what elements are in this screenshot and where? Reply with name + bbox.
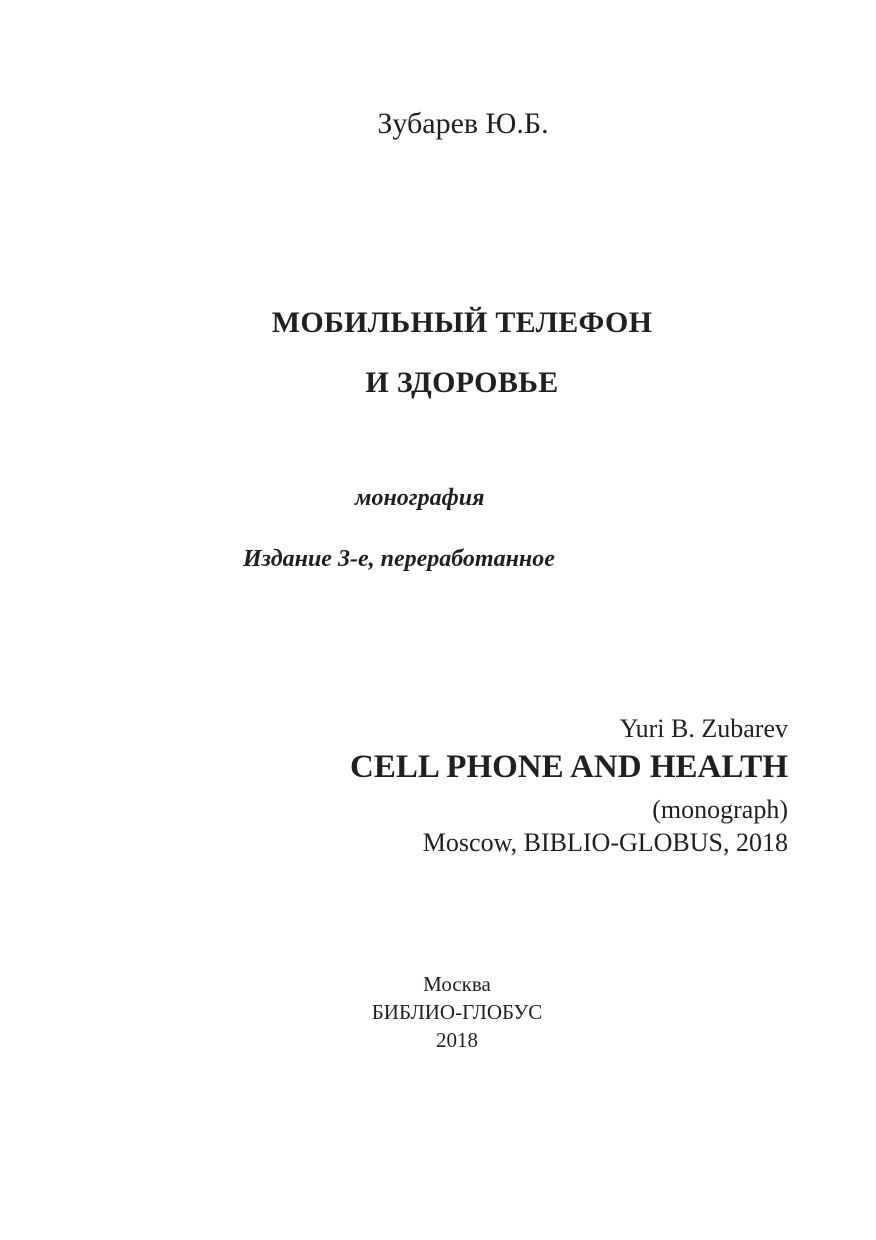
- genre-en: (monograph): [652, 795, 788, 824]
- genre-ru: монография: [355, 485, 485, 511]
- imprint-city-ru: Москва: [423, 972, 491, 996]
- imprint-en: Moscow, BIBLIO-GLOBUS, 2018: [422, 828, 788, 857]
- title-ru-line-1: МОБИЛЬНЫЙ ТЕЛЕФОН: [271, 306, 653, 339]
- imprint-publisher-ru: БИБЛИО-ГЛОБУС: [371, 1000, 543, 1024]
- imprint-year-ru: 2018: [436, 1028, 478, 1052]
- edition-ru: Издание 3-е, переработанное: [243, 546, 555, 572]
- author-name-ru: Зубарев Ю.Б.: [377, 107, 549, 140]
- title-ru-line-2: И ЗДОРОВЬЕ: [365, 366, 559, 399]
- author-name-en: Yuri B. Zubarev: [619, 714, 788, 743]
- title-en: CELL PHONE AND HEALTH: [350, 749, 788, 785]
